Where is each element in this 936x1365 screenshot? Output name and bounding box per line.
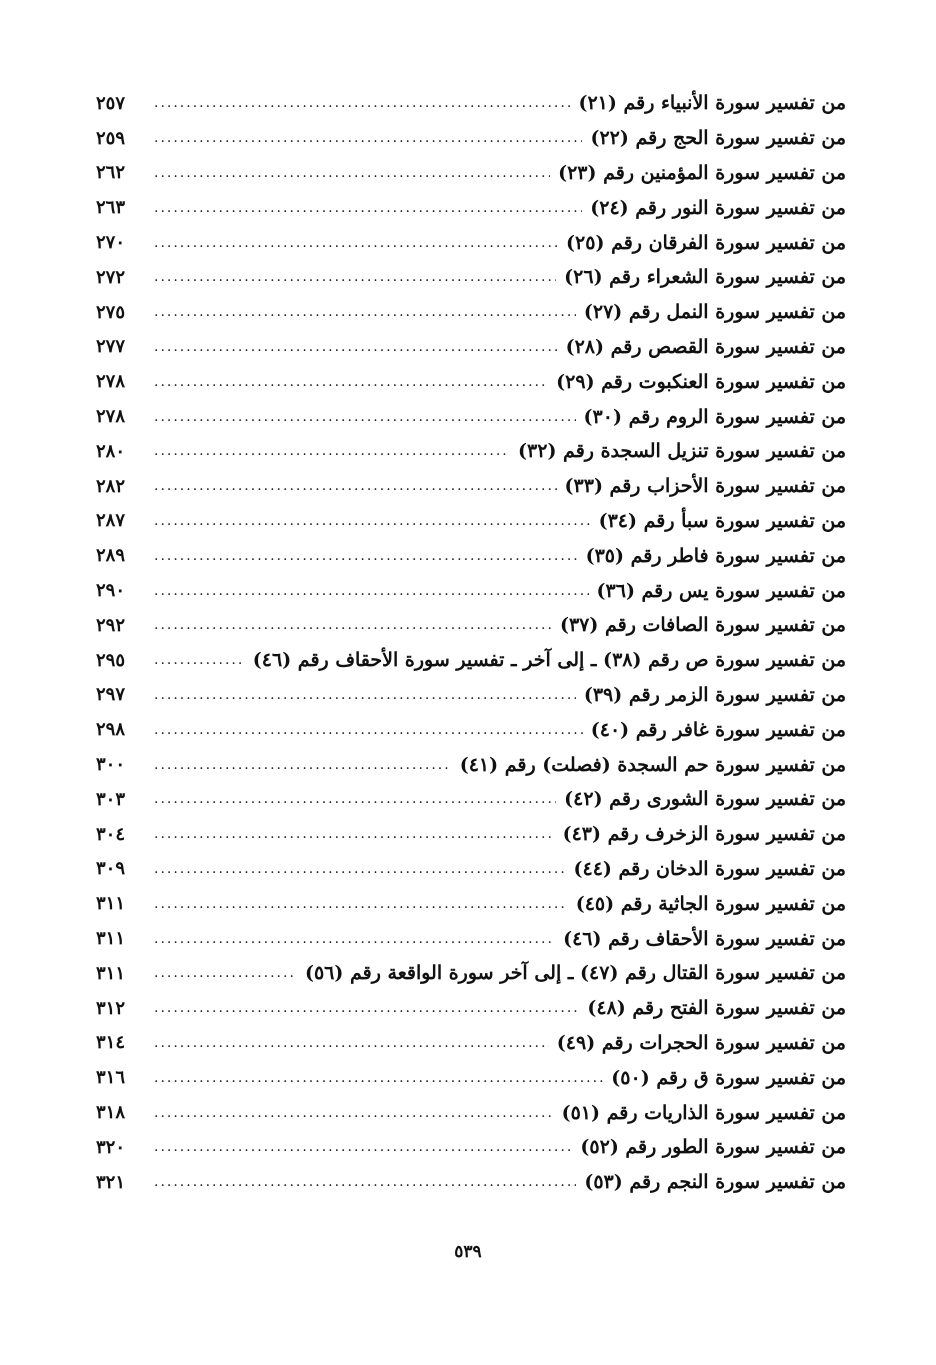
entry-title: من تفسير سورة القصص رقم (٢٨) bbox=[565, 335, 846, 358]
entry-page-number: ٢٧٨ bbox=[96, 371, 126, 393]
toc-entry bbox=[96, 1060, 846, 1095]
dot-leader bbox=[154, 580, 589, 602]
dot-leader bbox=[154, 336, 558, 358]
dot-leader bbox=[154, 614, 552, 636]
entry-title: من تفسير سورة غافر رقم (٤٠) bbox=[590, 718, 846, 741]
dot-leader bbox=[154, 1171, 576, 1193]
toc-entry bbox=[96, 469, 846, 504]
toc-entry bbox=[96, 678, 846, 713]
entry-page-number: ٢٧٢ bbox=[96, 266, 126, 288]
toc-entry bbox=[96, 608, 846, 643]
entry-page-number: ٣١٤ bbox=[96, 1032, 126, 1054]
toc-entry bbox=[96, 991, 846, 1026]
table-of-contents bbox=[96, 86, 846, 1200]
dot-leader bbox=[154, 858, 566, 880]
entry-page-number: ٣١٦ bbox=[96, 1067, 126, 1089]
page-number: ٥٣٩ bbox=[454, 1242, 482, 1262]
entry-page-number: ٢٧٨ bbox=[96, 406, 126, 428]
toc-entry bbox=[96, 921, 846, 956]
dot-leader bbox=[154, 406, 576, 428]
entry-title: من تفسير سورة العنكبوت رقم (٢٩) bbox=[556, 370, 846, 393]
entry-page-number: ٢٧٧ bbox=[96, 336, 126, 358]
dot-leader bbox=[154, 1067, 603, 1089]
toc-entry bbox=[96, 1165, 846, 1200]
entry-page-number: ٢٨٧ bbox=[96, 510, 126, 532]
entry-page-number: ٢٩٥ bbox=[96, 649, 126, 671]
entry-page-number: ٢٩٠ bbox=[96, 580, 126, 602]
entry-title: من تفسير سورة الصافات رقم (٣٧) bbox=[559, 614, 846, 637]
entry-page-number: ٢٦٣ bbox=[96, 197, 126, 219]
entry-title: من تفسير سورة تنزيل السجدة رقم (٣٢) bbox=[518, 440, 846, 463]
toc-entry bbox=[96, 573, 846, 608]
toc-entry bbox=[96, 434, 846, 469]
entry-title: من تفسير سورة ق رقم (٥٠) bbox=[611, 1066, 846, 1089]
entry-page-number: ٣١٢ bbox=[96, 997, 126, 1019]
entry-title: من تفسير سورة الحج رقم (٢٢) bbox=[590, 127, 846, 150]
entry-title: من تفسير سورة ص رقم (٣٨) ـ إلى آخر ـ تفسير سورة الأحقاف رقم (٤٦) bbox=[252, 649, 846, 672]
toc-entry bbox=[96, 225, 846, 260]
entry-title: من تفسير سورة سبأ رقم (٣٤) bbox=[598, 509, 846, 532]
entry-page-number: ٣٠٣ bbox=[96, 788, 126, 810]
toc-entry bbox=[96, 364, 846, 399]
dot-leader bbox=[154, 127, 582, 149]
entry-page-number: ٢٨٩ bbox=[96, 545, 126, 567]
entry-page-number: ٢٩٢ bbox=[96, 614, 126, 636]
toc-entry bbox=[96, 1130, 846, 1165]
dot-leader bbox=[154, 684, 576, 706]
dot-leader bbox=[154, 232, 558, 254]
dot-leader bbox=[154, 649, 245, 671]
dot-leader bbox=[154, 510, 591, 532]
toc-entry bbox=[96, 504, 846, 539]
dot-leader bbox=[154, 197, 582, 219]
entry-page-number: ٢٩٧ bbox=[96, 684, 126, 706]
dot-leader bbox=[154, 545, 578, 567]
dot-leader bbox=[154, 266, 556, 288]
entry-title: من تفسير سورة النجم رقم (٥٣) bbox=[584, 1171, 846, 1194]
toc-entry bbox=[96, 156, 846, 191]
entry-page-number: ٣١١ bbox=[96, 893, 126, 915]
toc-entry bbox=[96, 330, 846, 365]
entry-page-number: ٣٢٠ bbox=[96, 1136, 126, 1158]
entry-title: من تفسير سورة الجاثية رقم (٤٥) bbox=[575, 892, 846, 915]
dot-leader bbox=[154, 301, 576, 323]
entry-title: من تفسير سورة الروم رقم (٣٠) bbox=[583, 405, 846, 428]
dot-leader bbox=[154, 719, 583, 741]
toc-entry bbox=[96, 295, 846, 330]
dot-leader bbox=[154, 371, 548, 393]
dot-leader bbox=[154, 754, 452, 776]
entry-page-number: ٣٢١ bbox=[96, 1171, 126, 1193]
toc-entry bbox=[96, 643, 846, 678]
dot-leader bbox=[154, 440, 510, 462]
entry-title: من تفسير سورة النور رقم (٢٤) bbox=[590, 196, 846, 219]
entry-title: من تفسير سورة الأحزاب رقم (٣٣) bbox=[564, 475, 846, 498]
entry-title: من تفسير سورة الأحقاف رقم (٤٦) bbox=[563, 927, 846, 950]
entry-page-number: ٣٠٩ bbox=[96, 858, 126, 880]
dot-leader bbox=[154, 162, 550, 184]
entry-title: من تفسير سورة الفتح رقم (٤٨) bbox=[587, 997, 846, 1020]
dot-leader bbox=[154, 893, 568, 915]
entry-title: من تفسير سورة الزخرف رقم (٤٣) bbox=[562, 823, 846, 846]
entry-title: من تفسير سورة فاطر رقم (٣٥) bbox=[585, 544, 846, 567]
entry-page-number: ٢٦٢ bbox=[96, 162, 126, 184]
entry-title: من تفسير سورة الفرقان رقم (٢٥) bbox=[566, 231, 846, 254]
toc-entry bbox=[96, 1026, 846, 1061]
toc-entry bbox=[96, 399, 846, 434]
entry-page-number: ٢٨٠ bbox=[96, 440, 126, 462]
entry-page-number: ٣٠٠ bbox=[96, 754, 126, 776]
entry-title: من تفسير سورة الأنبياء رقم (٢١) bbox=[578, 92, 846, 115]
dot-leader bbox=[154, 1102, 554, 1124]
toc-entry bbox=[96, 712, 846, 747]
entry-title: من تفسير سورة الزمر رقم (٣٩) bbox=[583, 683, 846, 706]
toc-entry bbox=[96, 121, 846, 156]
toc-entry bbox=[96, 956, 846, 991]
entry-page-number: ٣١١ bbox=[96, 962, 126, 984]
entry-title: من تفسير سورة الذاريات رقم (٥١) bbox=[561, 1101, 846, 1124]
dot-leader bbox=[154, 962, 297, 984]
toc-entry bbox=[96, 190, 846, 225]
dot-leader bbox=[154, 997, 579, 1019]
toc-entry bbox=[96, 782, 846, 817]
toc-entry bbox=[96, 886, 846, 921]
dot-leader bbox=[154, 1136, 572, 1158]
entry-page-number: ٣١٨ bbox=[96, 1102, 126, 1123]
entry-page-number: ٢٥٧ bbox=[96, 92, 126, 114]
entry-title: من تفسير سورة يس رقم (٣٦) bbox=[596, 579, 846, 602]
entry-title: من تفسير سورة الدخان رقم (٤٤) bbox=[573, 857, 846, 880]
toc-entry bbox=[96, 86, 846, 121]
entry-title: من تفسير سورة الشورى رقم (٤٢) bbox=[564, 788, 846, 811]
entry-page-number: ٢٩٨ bbox=[96, 719, 126, 741]
dot-leader bbox=[154, 823, 555, 845]
dot-leader bbox=[154, 475, 557, 497]
toc-entry bbox=[96, 260, 846, 295]
entry-title: من تفسير سورة النمل رقم (٢٧) bbox=[583, 301, 846, 324]
dot-leader bbox=[154, 788, 556, 810]
entry-page-number: ٢٥٩ bbox=[96, 127, 126, 149]
entry-title: من تفسير سورة المؤمنين رقم (٢٣) bbox=[558, 161, 846, 184]
entry-page-number: ٢٧٠ bbox=[96, 232, 126, 254]
entry-title: من تفسير سورة الحجرات رقم (٤٩) bbox=[556, 1031, 846, 1054]
dot-leader bbox=[154, 92, 570, 114]
entry-page-number: ٢٨٢ bbox=[96, 475, 126, 497]
toc-entry bbox=[96, 852, 846, 887]
toc-entry bbox=[96, 817, 846, 852]
dot-leader bbox=[154, 1032, 549, 1054]
toc-entry bbox=[96, 538, 846, 573]
toc-entry bbox=[96, 747, 846, 782]
entry-page-number: ٢٧٥ bbox=[96, 301, 126, 323]
dot-leader bbox=[154, 928, 555, 950]
entry-page-number: ٣٠٤ bbox=[96, 823, 126, 845]
entry-page-number: ٣١١ bbox=[96, 928, 126, 950]
toc-entry bbox=[96, 1095, 846, 1130]
entry-title: من تفسير سورة القتال رقم (٤٧) ـ إلى آخر سورة الواقعة رقم (٥٦) bbox=[304, 962, 846, 985]
entry-title: من تفسير سورة الطور رقم (٥٢) bbox=[580, 1136, 846, 1159]
entry-title: من تفسير سورة الشعراء رقم (٢٦) bbox=[564, 266, 846, 289]
entry-title: من تفسير سورة حم السجدة (فصلت) رقم (٤١) bbox=[459, 753, 846, 776]
